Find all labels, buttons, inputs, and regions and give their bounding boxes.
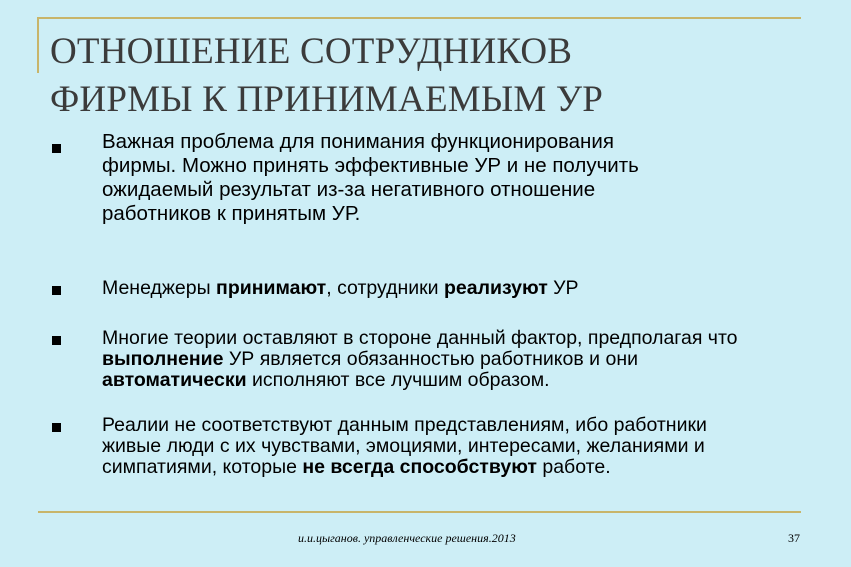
slide-title bbox=[50, 28, 810, 124]
footer-rule bbox=[38, 511, 801, 513]
bullet-marker-icon bbox=[52, 336, 61, 345]
title-line-1: ОТНОШЕНИЕ СОТРУДНИКОВ bbox=[50, 31, 573, 72]
bullet-marker-icon bbox=[52, 286, 61, 295]
bullet-text: Важная проблема для понимания функционирования фирмы. Можно принять эффективные УР и не получить ожидаемый результат из-за негативного отношение работников к принятым УР. bbox=[102, 130, 639, 225]
title-line-2: ФИРМЫ К ПРИНИМАЕМЫМ УР bbox=[50, 79, 604, 120]
bullet-text: Многие теории оставляют в стороне данный фактор, предполагая что выполнение УР является обязанностью работников и они автоматически исполняют все лучшим образом. bbox=[102, 327, 738, 391]
page-number: 37 bbox=[788, 531, 800, 545]
bullet-marker-icon bbox=[52, 423, 61, 432]
bullet-text: Реалии не соответствуют данным представлениям, ибо работники живые люди с их чувствами, эмоциями, интересами, желаниями и симпатиями, которые не всегда способствуют работе. bbox=[102, 414, 707, 478]
bullet-text: Менеджеры принимают, сотрудники реализуют УР bbox=[102, 277, 579, 299]
frame-left-rule bbox=[37, 17, 39, 73]
footer-caption: и.и.цыганов. управленческие решения.2013 bbox=[298, 531, 516, 545]
bullet-marker-icon bbox=[52, 144, 61, 153]
frame-top-rule bbox=[38, 17, 801, 19]
